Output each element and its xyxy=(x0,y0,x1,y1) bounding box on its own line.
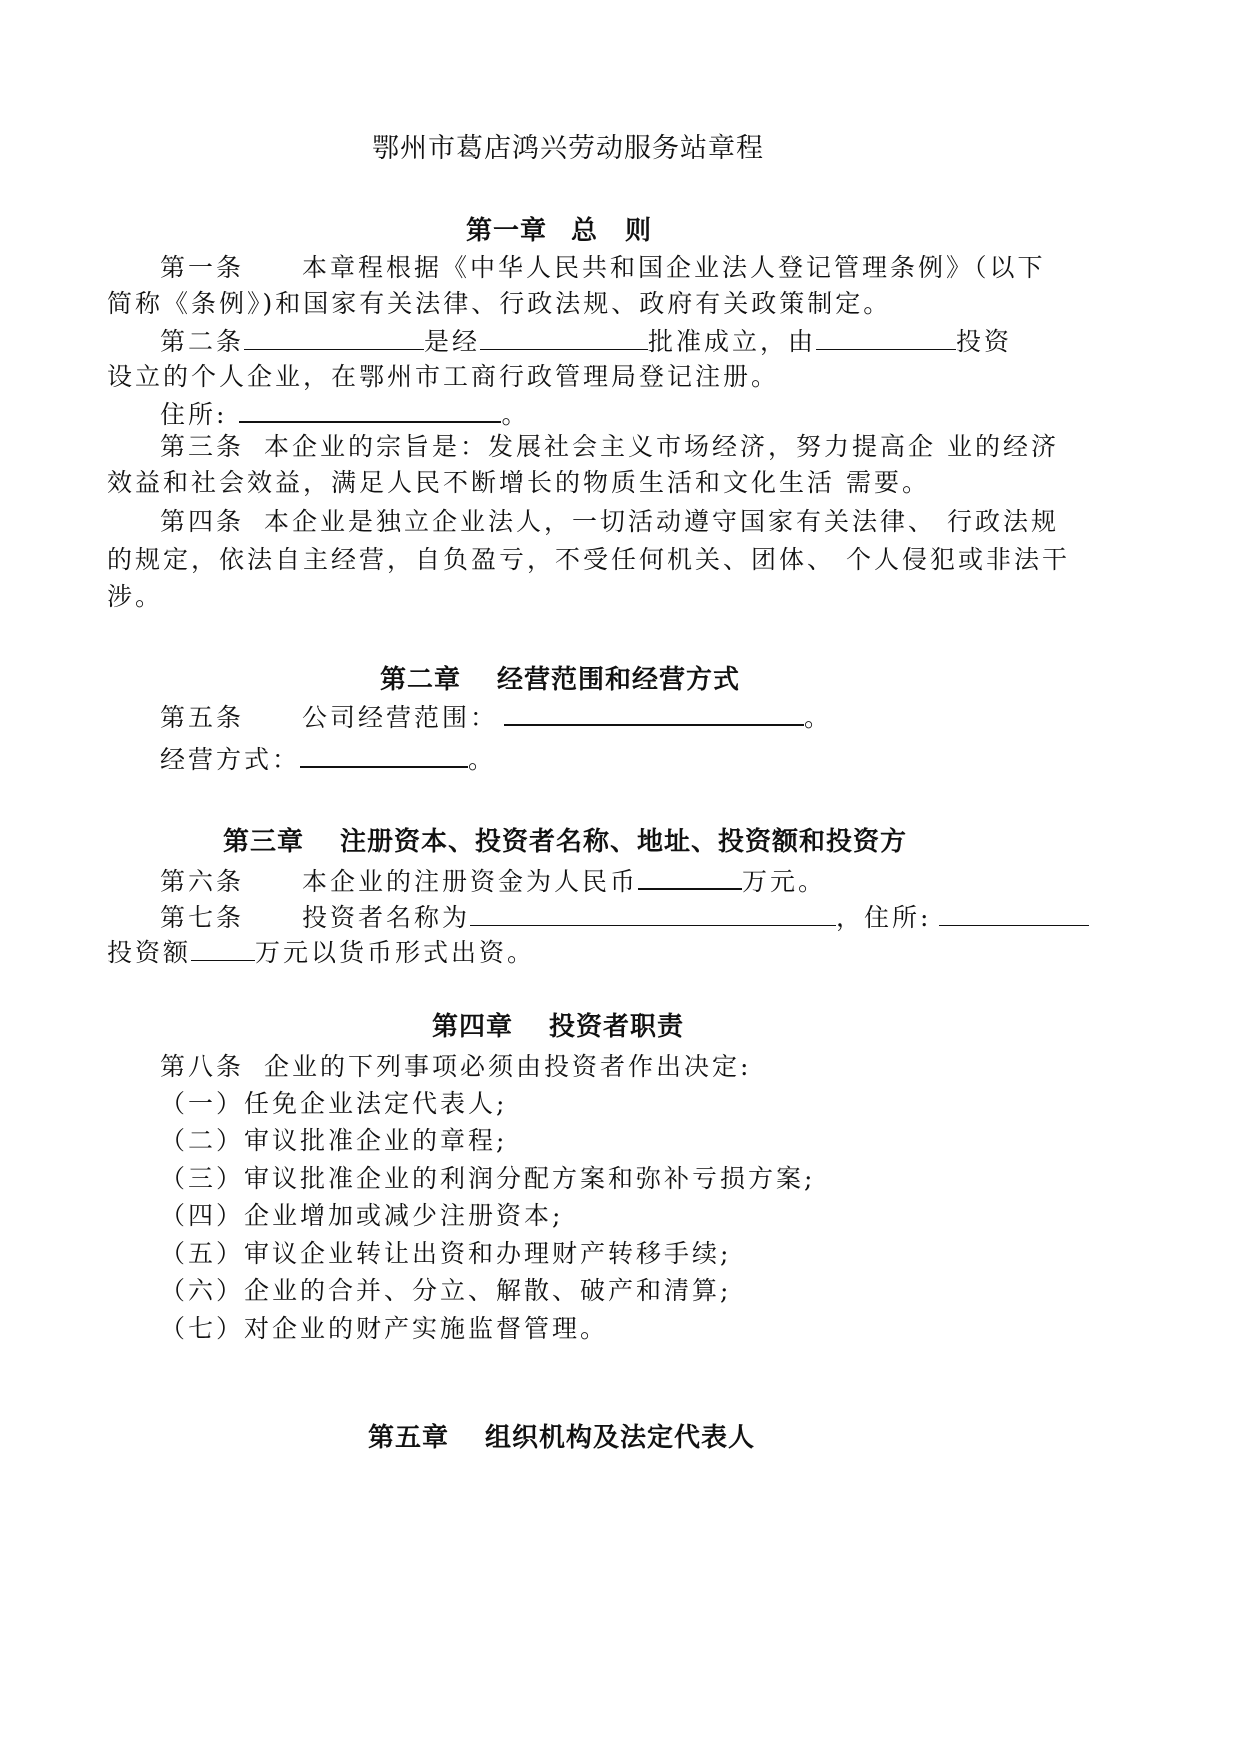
article-text: 本章程根据《中华人民共和国企业法人登记管理条例》（以下 xyxy=(302,253,1046,282)
list-item: （一）任免企业法定代表人; xyxy=(160,1089,508,1118)
blank-business-scope[interactable] xyxy=(504,702,804,726)
article-text: 批准成立，由 xyxy=(648,327,817,356)
article-4-line-2: 的规定，依法自主经营，自负盈亏，不受任何机关、团体、 个人侵犯或非法干 xyxy=(107,545,1070,574)
article-4-line-1 xyxy=(160,505,1059,539)
blank-address[interactable] xyxy=(239,399,501,423)
chapter-number: 第四章 xyxy=(432,1012,514,1042)
article-label: 第二条 xyxy=(160,327,245,356)
article-label: 第六条 xyxy=(160,867,245,896)
article-text: 本企业的注册资金为人民币 xyxy=(302,867,639,896)
business-mode-label: 经营方式： xyxy=(160,745,301,774)
blank-business-mode[interactable] xyxy=(300,744,468,768)
chapter-name: 组织机构及法定代表人 xyxy=(485,1423,756,1453)
blank-investment-amount[interactable] xyxy=(191,938,255,961)
article-text: ，住所: xyxy=(836,903,932,932)
blank-enterprise-name[interactable] xyxy=(244,327,424,350)
article-text: 企业的下列事项必须由投资者作出决定: xyxy=(264,1052,752,1081)
list-item: （五）审议企业转让出资和办理财产转移手续; xyxy=(160,1239,732,1268)
chapter-5-heading xyxy=(368,1421,755,1455)
address-label: 住所: xyxy=(160,400,228,429)
article-7-line-2: 投资额 万元以货币形式出资。 xyxy=(107,938,536,967)
article-7-line-1 xyxy=(160,901,1089,935)
article-4-line-3: 涉。 xyxy=(107,582,164,611)
chapter-name: 总 则 xyxy=(571,216,653,246)
chapter-number: 第五章 xyxy=(368,1423,450,1453)
list-item: （二）审议批准企业的章程; xyxy=(160,1126,508,1155)
chapter-3-heading xyxy=(223,825,907,859)
article-text: 是经 xyxy=(424,327,481,356)
article-label: 第四条 xyxy=(160,507,245,536)
article-label: 第三条 xyxy=(160,432,245,461)
article-5-line: 第五条 公司经营范围： 。 xyxy=(160,703,833,732)
chapter-number: 第三章 xyxy=(223,827,305,857)
list-item: （七）对企业的财产实施监督管理。 xyxy=(160,1314,609,1343)
chapter-1-heading xyxy=(466,214,652,248)
blank-investor-address[interactable] xyxy=(939,903,1089,926)
chapter-number: 第一章 xyxy=(466,216,548,246)
article-3-line-2: 效益和社会效益，满足人民不断增长的物质生活和文化生活 需要。 xyxy=(107,468,930,497)
article-6-line: 第六条 本企业的注册资金为人民币 万元。 xyxy=(160,867,827,896)
article-8-line xyxy=(160,1050,751,1084)
article-2-line-1 xyxy=(160,325,1012,359)
chapter-number: 第二章 xyxy=(380,665,462,695)
article-3-line-1 xyxy=(160,430,1059,464)
article-1-line-1 xyxy=(160,251,1046,285)
blank-registered-capital[interactable] xyxy=(638,866,742,890)
blank-investor-name[interactable] xyxy=(470,903,836,926)
blank-investor[interactable] xyxy=(816,327,956,350)
article-text: 本企业是独立企业法人，一切活动遵守国家有关法律、 行政法规 xyxy=(264,507,1059,536)
article-label: 第一条 xyxy=(160,253,245,282)
article-2-line-2: 设立的个人企业，在鄂州市工商行政管理局登记注册。 xyxy=(107,362,780,391)
chapter-name: 投资者职责 xyxy=(549,1012,685,1042)
chapter-name: 注册资本、投资者名称、地址、投资额和投资方 xyxy=(340,827,908,857)
article-text: 本企业的宗旨是：发展社会主义市场经济，努力提高企 业的经济 xyxy=(264,432,1059,461)
list-item: （四）企业增加或减少注册资本; xyxy=(160,1201,564,1230)
article-text: 公司经营范围： xyxy=(302,703,499,732)
article-1-line-2: 简称《条例》)和国家有关法律、行政法规、政府有关政策制定。 xyxy=(107,289,892,318)
chapter-2-heading xyxy=(380,663,740,697)
list-item: （六）企业的合并、分立、解散、破产和清算; xyxy=(160,1276,732,1305)
document-title: 鄂州市葛店鸿兴劳动服务站章程 xyxy=(372,133,764,164)
chapter-name: 经营范围和经营方式 xyxy=(497,665,741,695)
article-label: 第八条 xyxy=(160,1052,245,1081)
list-item: （三）审议批准企业的利润分配方案和弥补亏损方案; xyxy=(160,1164,816,1193)
blank-approval-authority[interactable] xyxy=(480,327,648,350)
article-text: 投资者名称为 xyxy=(302,903,471,932)
article-label: 第七条 xyxy=(160,903,245,932)
article-text: 投资 xyxy=(956,327,1013,356)
chapter-4-heading xyxy=(432,1010,684,1044)
article-label: 第五条 xyxy=(160,703,245,732)
business-mode-line: 经营方式： 。 xyxy=(160,745,497,774)
address-line: 住所: 。 xyxy=(160,400,530,429)
